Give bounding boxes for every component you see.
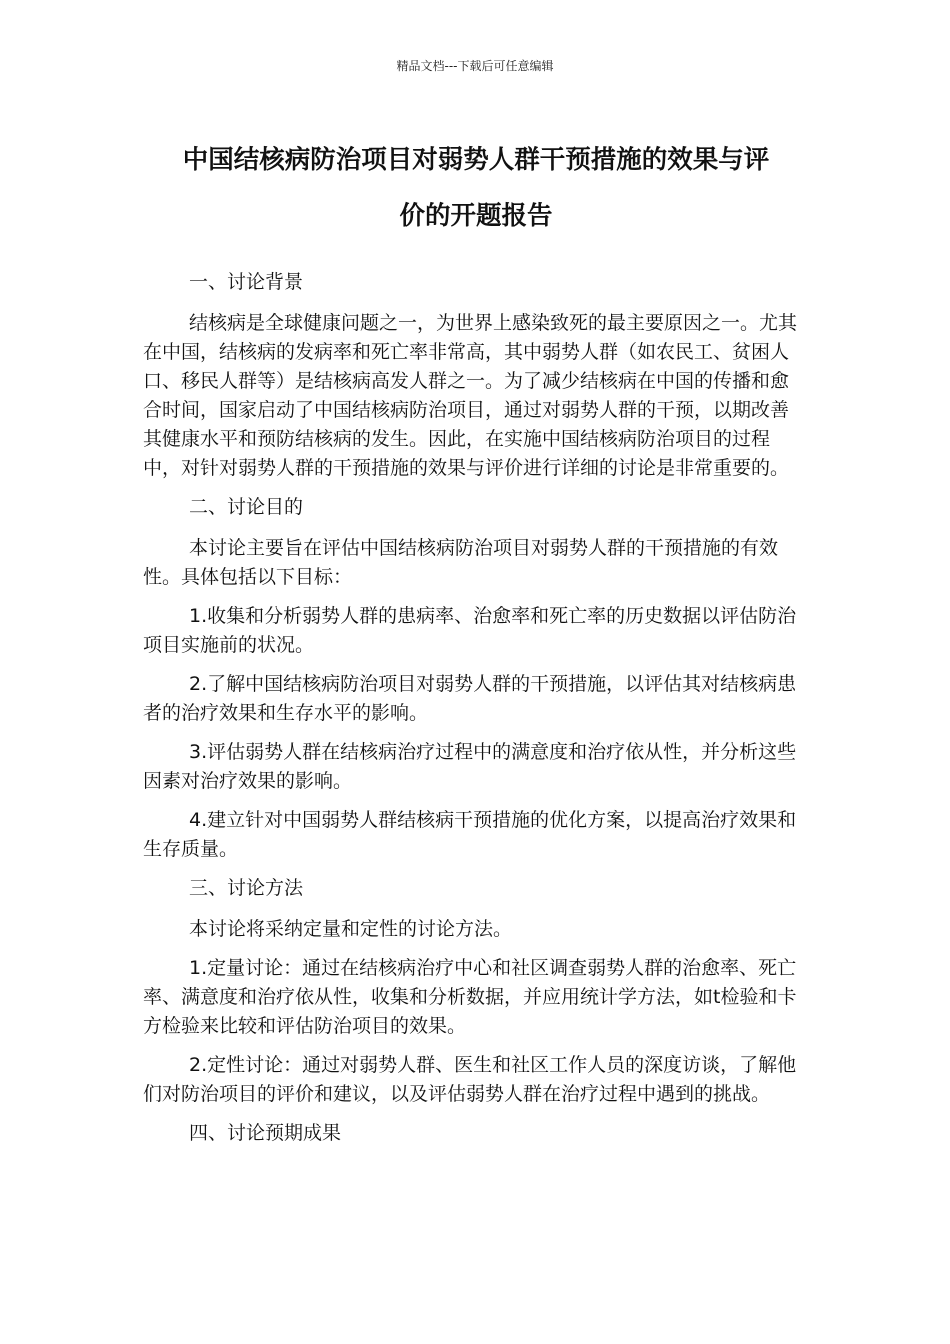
list-item: 3.评估弱势人群在结核病治疗过程中的满意度和治疗依从性，并分析这些因素对治疗效果的影响。 (143, 741, 797, 792)
list-item: 1.定量讨论：通过在结核病治疗中心和社区调查弱势人群的治愈率、死亡率、满意度和治疗依从性，收集和分析数据，并应用统计学方法，如t检验和卡方检验来比较和评估防治项目的效果。 (143, 957, 797, 1037)
body-paragraph: 结核病是全球健康问题之一，为世界上感染致死的最主要原因之一。尤其在中国，结核病的发病率和死亡率非常高，其中弱势人群（如农民工、贫困人口、移民人群等）是结核病高发人群之一。为了减少结核病在中国的传播和愈合时间，国家启动了中国结核病防治项目，通过对弱势人群的干预，以期改善其健康水平和预防结核病的发生。因此，在实施中国结核病防治项目的过程中，对针对弱势人群的干预措施的效果与评价进行详细的讨论是非常重要的。 (143, 312, 798, 479)
list-item: 2.了解中国结核病防治项目对弱势人群的干预措施，以评估其对结核病患者的治疗效果和生存水平的影响。 (143, 673, 797, 724)
title-line-2: 价的开题报告 (399, 201, 553, 231)
document-title (140, 132, 812, 244)
body-paragraph: 本讨论将采纳定量和定性的讨论方法。 (189, 918, 513, 940)
header-note: 精品文档---下载后可任意编辑 (396, 59, 554, 73)
list-item: 4.建立针对中国弱势人群结核病干预措施的优化方案，以提高治疗效果和生存质量。 (143, 809, 797, 860)
list-item: 2.定性讨论：通过对弱势人群、医生和社区工作人员的深度访谈，了解他们对防治项目的评价和建议，以及评估弱势人群在治疗过程中遇到的挑战。 (143, 1054, 797, 1105)
section-heading: 四、讨论预期成果 (189, 1122, 342, 1144)
section-heading: 二、讨论目的 (189, 496, 304, 518)
section-heading: 一、讨论背景 (189, 271, 304, 293)
list-item: 1.收集和分析弱势人群的患病率、治愈率和死亡率的历史数据以评估防治项目实施前的状况。 (143, 605, 797, 656)
section-heading: 三、讨论方法 (189, 877, 304, 899)
document-body (143, 268, 803, 1160)
body-paragraph: 本讨论主要旨在评估中国结核病防治项目对弱势人群的干预措施的有效性。具体包括以下目标： (143, 537, 779, 588)
title-line-1: 中国结核病防治项目对弱势人群干预措施的效果与评 (182, 145, 770, 175)
